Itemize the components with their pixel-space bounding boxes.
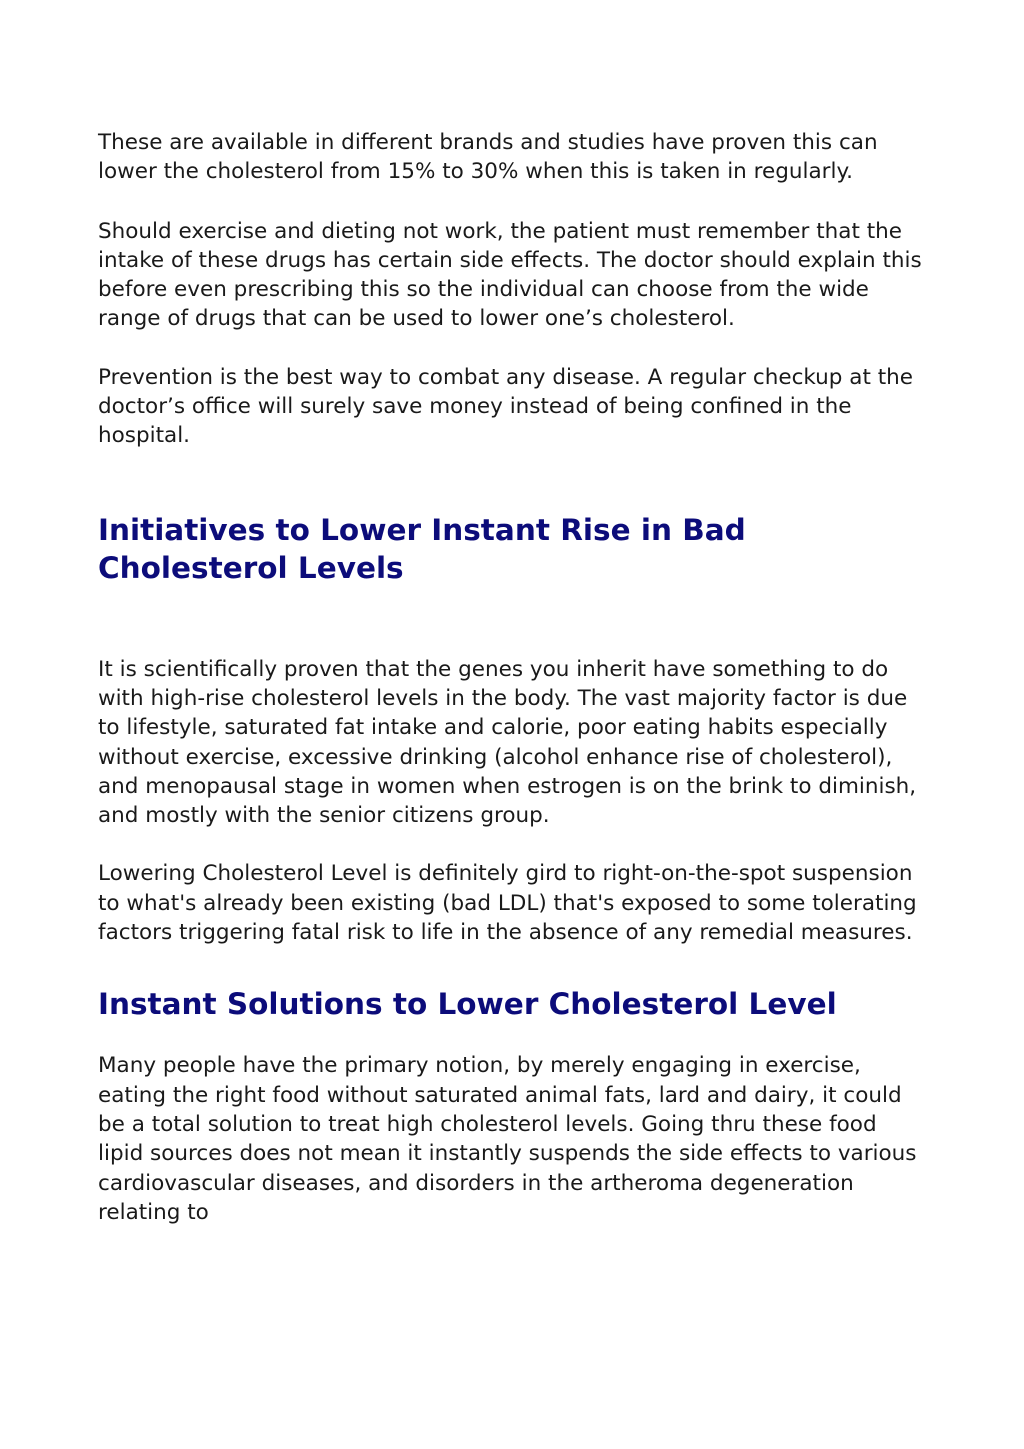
document-page (98, 128, 928, 1227)
paragraph-lowering-level: Lowering Cholesterol Level is definitely gird to right-on-the-spot suspension to what's already been existing (bad LDL) that's exposed to some tolerating factors triggering fatal risk to life in the absence of any remedial measures. (98, 861, 917, 946)
paragraph-brands-studies: These are available in different brands and studies have proven this can lower the cholesterol from 15% to 30% when this is taken in regularly. (98, 130, 878, 185)
paragraph-prevention: Prevention is the best way to combat any disease. A regular checkup at the doctor’s office will surely save money instead of being confined in the hospital. (98, 364, 914, 449)
paragraph-primary-notion: Many people have the primary notion, by merely engaging in exercise, eating the right food without saturated animal fats, lard and dairy, it could be a total solution to treat high cholesterol levels. Going thru these food lipid sources does not mean it instantly suspends the side effects to various cardiovascular diseases, and disorders in the artheroma degeneration relating to (98, 1053, 917, 1225)
heading-initiatives: Initiatives to Lower Instant Rise in Bad Cholesterol Levels (98, 512, 746, 585)
paragraph-side-effects: Should exercise and dieting not work, the patient must remember that the intake of these drugs has certain side effects. The doctor should explain this before even prescribing this so the individual can choose from the wide range of drugs that can be used to lower one’s cholesterol. (98, 218, 922, 332)
heading-instant-solutions: Instant Solutions to Lower Cholesterol Level (98, 987, 837, 1022)
paragraph-genes-lifestyle: It is scientifically proven that the genes you inherit have something to do with high-rise cholesterol levels in the body. The vast majority factor is due to lifestyle, saturated fat intake and calorie, poor eating habits especially without exercise, excessive drinking (alcohol enhance rise of cholesterol), and menopausal stage in women when estrogen is on the brink to diminish, and mostly with the senior citizens group. (98, 656, 917, 829)
